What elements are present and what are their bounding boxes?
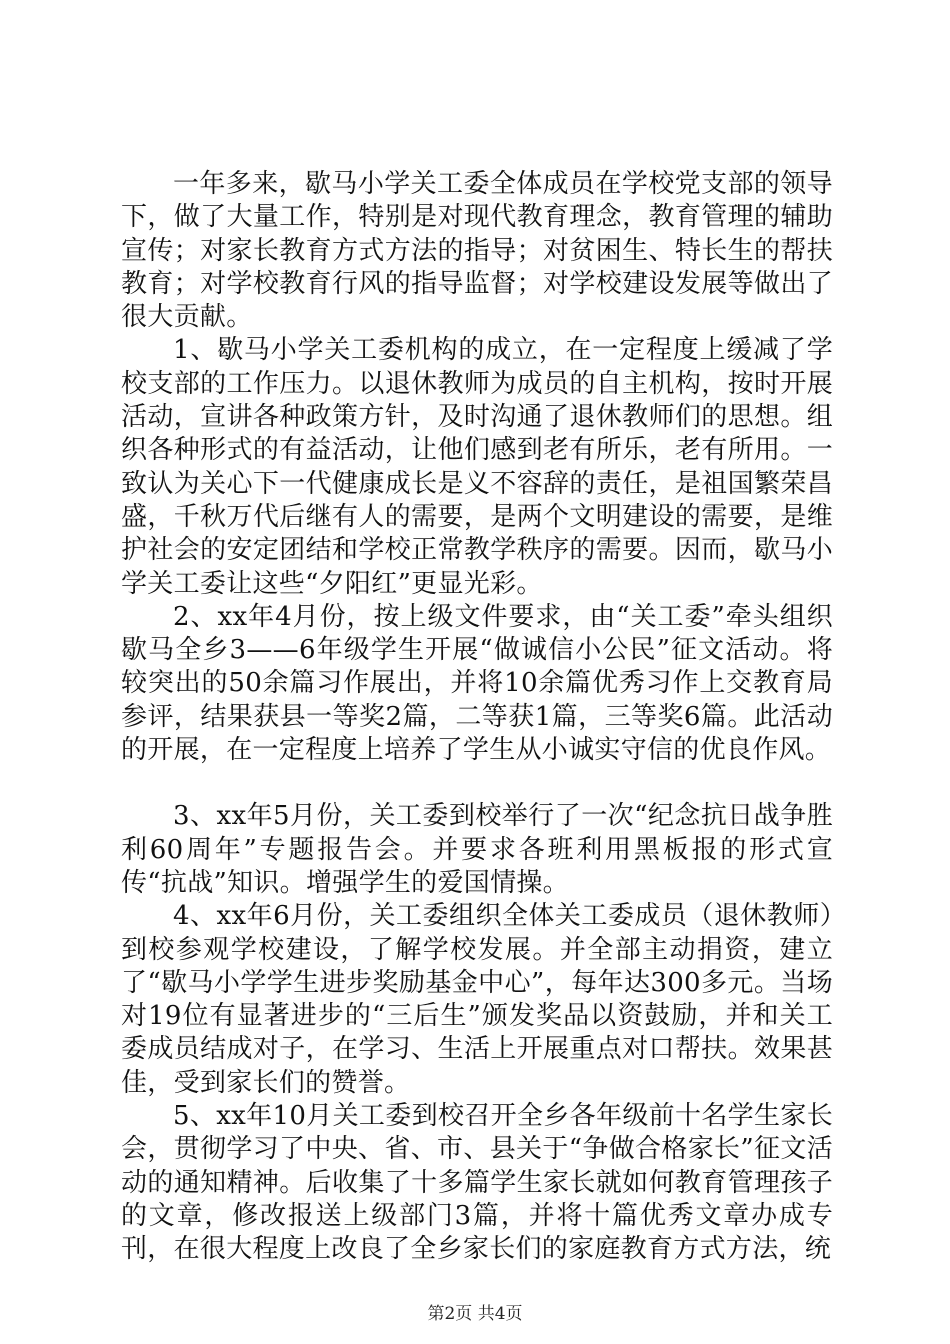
page-footer: 第2页 共4页 (427, 1304, 523, 1324)
paragraph-item-4: 4、xx年6月份，关工委组织全体关工委成员（退休教师）到校参观学校建设，了解学校发展。并全部主动捐资，建立了“歇马小学学生进步奖励基金中心”，每年达300多元。当场对19位有显著进步的“三后生”颁发奖品以资鼓励，并和关工委成员结成对子，在学习、生活上开展重点对口帮扶。效果甚佳，受到家长们的赞誉。 (121, 901, 833, 1098)
paragraph-intro: 一年多来，歇马小学关工委全体成员在学校党支部的领导下，做了大量工作，特别是对现代教育理念，教育管理的辅助宣传；对家长教育方式方法的指导；对贫困生、特长生的帮扶教育；对学校教育行风的指导监督；对学校建设发展等做出了很大贡献。 (121, 169, 833, 333)
paragraph-item-1: 1、歇马小学关工委机构的成立，在一定程度上缓减了学校支部的工作压力。以退休教师为成员的自主机构，按时开展活动，宣讲各种政策方针，及时沟通了退休教师们的思想。组织各种形式的有益活动，让他们感到老有所乐，老有所用。一致认为关心下一代健康成长是义不容辞的责任，是祖国繁荣昌盛，千秋万代后继有人的需要，是两个文明建设的需要，是维护社会的安定团结和学校正常教学秩序的需要。因而，歇马小学关工委让这些“夕阳红”更显光彩。 (121, 335, 833, 599)
document-body (121, 168, 833, 1267)
paragraph-item-3: 3、xx年5月份，关工委到校举行了一次“纪念抗日战争胜利60周年”专题报告会。并要求各班利用黑板报的形式宣传“抗战”知识。增强学生的爱国情操。 (121, 801, 833, 898)
paragraph-item-2: 2、xx年4月份，按上级文件要求，由“关工委”牵头组织歇马全乡3——6年级学生开展“做诚信小公民”征文活动。将较突出的50余篇习作展出，并将10余篇优秀习作上交教育局参评，结果获县一等奖2篇，二等获1篇，三等奖6篇。此活动的开展，在一定程度上培养了学生从小诚实守信的优良作风。 (121, 601, 833, 766)
blank-line (121, 767, 833, 800)
paragraph-item-5: 5、xx年10月关工委到校召开全乡各年级前十名学生家长会，贯彻学习了中央、省、市、县关于“争做合格家长”征文活动的通知精神。后收集了十多篇学生家长就如何教育管理孩子的文章，修改报送上级部门3篇，并将十篇优秀文章办成专刊，在很大程度上改良了全乡家长们的家庭教育方式方法，统 (121, 1101, 833, 1265)
